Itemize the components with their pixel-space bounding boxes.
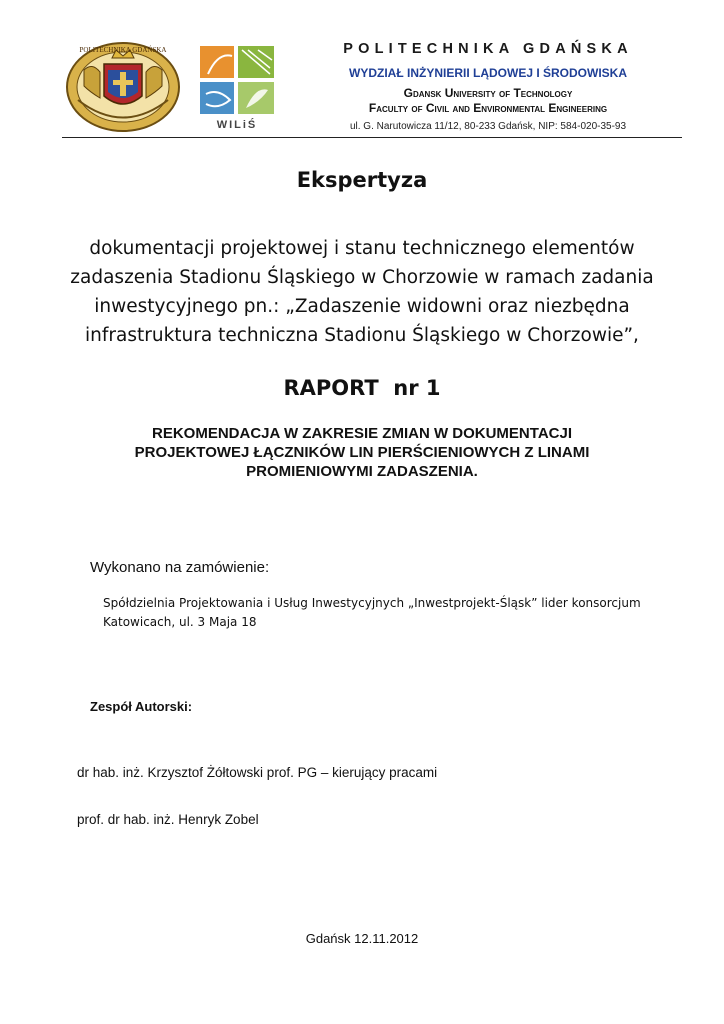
- report-heading-line: REKOMENDACJA W ZAKRESIE ZMIAN W DOKUMENTACJI: [152, 425, 572, 442]
- client-line: Katowicach, ul. 3 Maja 18: [103, 615, 257, 629]
- client-line: Spółdzielnia Projektowania i Usług Inwestycyjnych „Inwestprojekt-Śląsk” lider konsorcjum: [103, 596, 641, 610]
- report-number: RAPORT nr 1: [283, 376, 441, 400]
- report-heading-line: PROMIENIOWYMI ZADASZENIA.: [246, 463, 478, 480]
- faculty-name-pl: WYDZIAŁ INŻYNIERII LĄDOWEJ I ŚRODOWISKA: [349, 66, 627, 80]
- subtitle-line: dokumentacji projektowej i stanu technicznego elementów: [89, 238, 635, 259]
- crest-text: POLITECHNIKA GDAŃSKA: [79, 46, 167, 54]
- subtitle-line: infrastruktura techniczna Stadionu Śląskiego w Chorzowie”,: [85, 325, 639, 346]
- university-name-en: Gdansk University of Technology: [403, 86, 573, 100]
- wilis-logo-text: WILiŚ: [216, 119, 258, 130]
- client-info: [103, 594, 663, 632]
- author-lead: dr hab. inż. Krzysztof Żółtowski prof. PG – kierujący pracami: [77, 765, 438, 780]
- author-team-label: Zespół Autorski:: [90, 699, 193, 714]
- place-and-date: Gdańsk 12.11.2012: [305, 931, 419, 946]
- author-member: prof. dr hab. inż. Henryk Zobel: [77, 812, 259, 827]
- document-title: Ekspertyza: [296, 168, 428, 192]
- header-divider: [62, 137, 682, 138]
- university-crest-logo: [64, 40, 182, 134]
- university-address: ul. G. Narutowicza 11/12, 80-233 Gdańsk, NIP: 584-020-35-93: [349, 121, 627, 132]
- document-subtitle: [60, 234, 664, 350]
- ordered-by-label: Wykonano na zamówienie:: [90, 559, 270, 576]
- faculty-name-en: Faculty of Civil and Environmental Engineering: [368, 101, 608, 115]
- subtitle-line: inwestycyjnego pn.: „Zadaszenie widowni oraz niezbędna: [94, 296, 630, 317]
- report-heading-line: PROJEKTOWEJ ŁĄCZNIKÓW LIN PIERŚCIENIOWYCH Z LINAMI: [134, 444, 590, 461]
- report-heading: [90, 424, 634, 481]
- subtitle-line: zadaszenia Stadionu Śląskiego w Chorzowie w ramach zadania: [70, 267, 654, 288]
- wilis-faculty-logo: [198, 44, 278, 130]
- university-name-pl: POLITECHNIKA GDAŃSKA: [343, 41, 633, 57]
